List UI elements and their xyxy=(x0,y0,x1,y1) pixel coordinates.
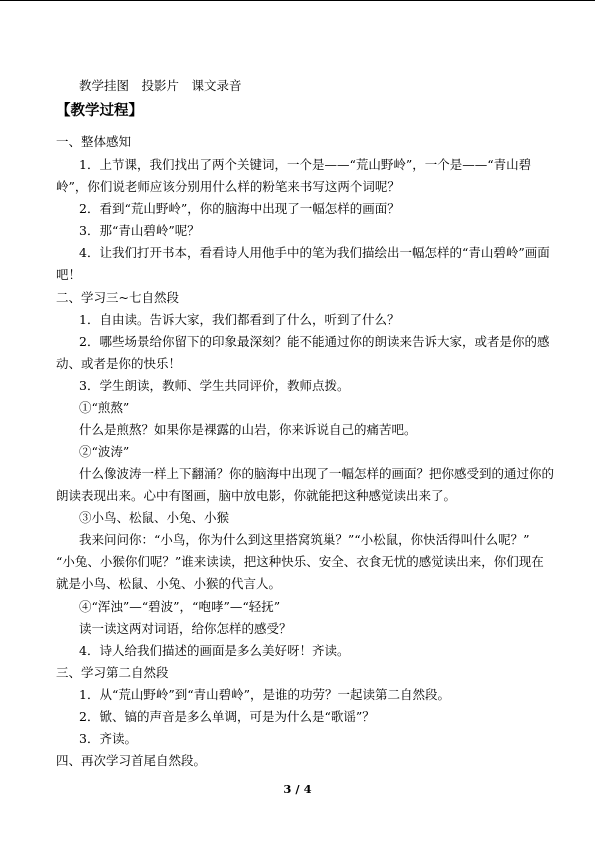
paragraph-line: 吧！ xyxy=(56,267,82,282)
paragraph-line: 1．自由读。告诉大家，我们都看到了什么，听到了什么？ xyxy=(79,312,400,327)
section-3-title: 三、学习第二自然段 xyxy=(56,665,169,680)
paragraph-line: 朗读表现出来。心中有图画，脑中放电影，你就能把这种感觉读出来了。 xyxy=(56,488,457,503)
paragraph-line: 就是小鸟、松鼠、小兔、小猴的代言人。 xyxy=(56,576,282,591)
paragraph-line: “小兔、小猴你们呢？”谁来读读，把这种快乐、安全、衣食无忧的感觉读出来，你们现在 xyxy=(56,554,544,569)
paragraph-line: 4．让我们打开书本，看看诗人用他手中的笔为我们描绘出一幅怎样的“青山碧岭”画面 xyxy=(79,245,550,260)
paragraph-line: 3．那“青山碧岭”呢？ xyxy=(79,223,200,238)
header-rule xyxy=(0,0,595,1)
paragraph-line: 读一读这两对词语，给你怎样的感受？ xyxy=(79,621,292,636)
paragraph-line: 2．锨、镐的声音是多么单调，可是为什么是“歌谣”？ xyxy=(79,709,375,724)
paragraph-line: 什么像波涛一样上下翻涌？你的脑海中出现了一幅怎样的画面？把你感受到的通过你的 xyxy=(79,466,555,481)
paragraph-line: ②“波涛” xyxy=(79,444,130,459)
paragraph-line: 2．看到“荒山野岭”，你的脑海中出现了一幅怎样的画面？ xyxy=(79,201,400,216)
paragraph-line: 动、或者是你的快乐！ xyxy=(56,356,182,371)
page-number: 3 / 4 xyxy=(283,782,312,796)
paragraph-line: 3．学生朗读，教师、学生共同评价，教师点拨。 xyxy=(79,378,350,393)
paragraph-line: 什么是煎熬？如果你是裸露的山岩，你来诉说自己的痛苦吧。 xyxy=(79,422,417,437)
paragraph-line: ④“浑浊”—“碧波”，“咆哮”—“轻抚” xyxy=(79,599,281,614)
paragraph-line: 4．诗人给我们描述的画面是多么美好呀！齐读。 xyxy=(79,643,350,658)
paragraph-line: 2．哪些场景给你留下的印象最深刻？能不能通过你的朗读来告诉大家，或者是你的感 xyxy=(79,334,550,349)
materials-line: 教学挂图 投影片 课文录音 xyxy=(79,78,242,93)
section-2-title: 二、学习三~七自然段 xyxy=(56,290,179,305)
section-4-title: 四、再次学习首尾自然段。 xyxy=(56,753,207,768)
paragraph-line: ③小鸟、松鼠、小兔、小猴 xyxy=(79,510,230,525)
paragraph-line: 3．齐读。 xyxy=(79,731,137,746)
paragraph-line: ①“煎熬” xyxy=(79,400,130,415)
paragraph-line: 1．从“荒山野岭”到“青山碧岭”，是谁的功劳？一起读第二自然段。 xyxy=(79,687,451,702)
paragraph-line: 岭”，你们说老师应该分别用什么样的粉笔来书写这两个词呢？ xyxy=(56,179,400,194)
paragraph-line: 1．上节课，我们找出了两个关键词，一个是——“荒山野岭”，一个是——“青山碧 xyxy=(79,157,532,172)
paragraph-line: 我来问问你：“小鸟，你为什么到这里搭窝筑巢？”“小松鼠，你快活得叫什么呢？” xyxy=(79,532,530,547)
section-1-title: 一、整体感知 xyxy=(56,134,132,149)
section-heading-teaching-process: 【教学过程】 xyxy=(56,102,143,119)
